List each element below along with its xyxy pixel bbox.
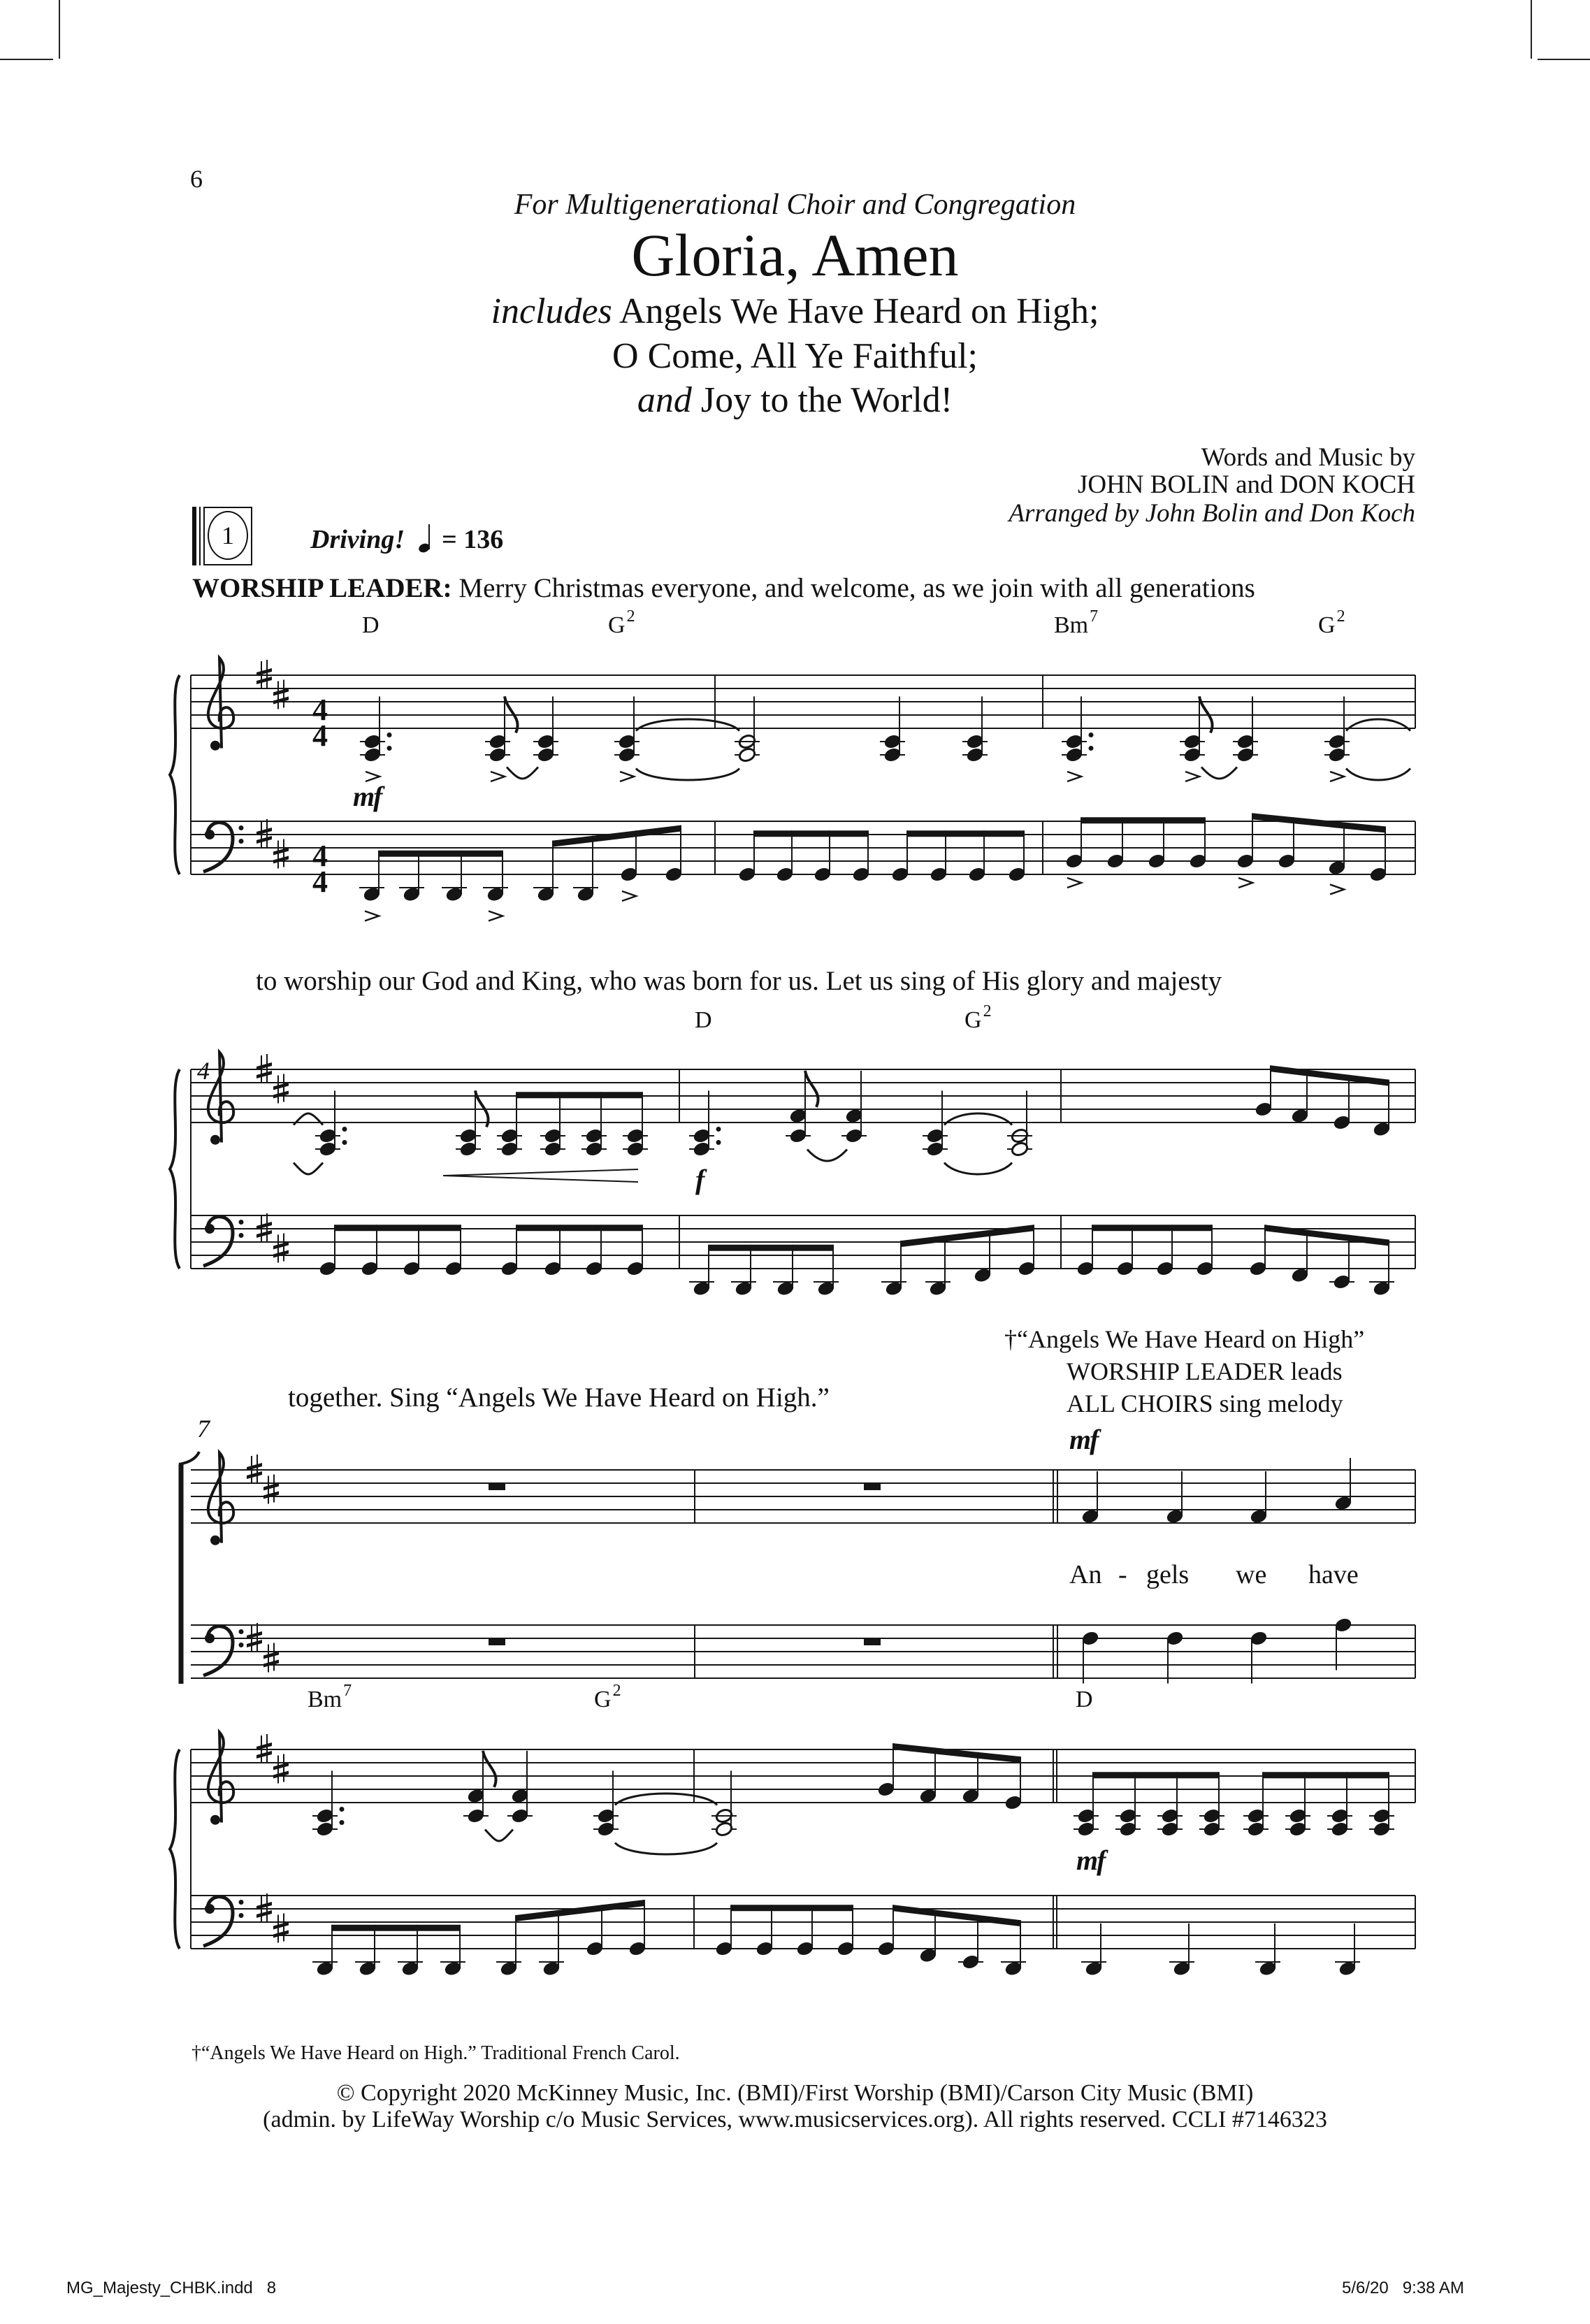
beam <box>893 1905 1020 1926</box>
credits-line-1: Words and Music by <box>1201 443 1415 472</box>
bass-clef-dot <box>239 1233 244 1238</box>
sharp-icon <box>273 848 289 856</box>
sharp-icon <box>273 1763 289 1770</box>
eighth-flag <box>483 1751 496 1787</box>
accent-mark <box>489 911 503 921</box>
time-signature-top: 4 <box>312 839 328 873</box>
augmentation-dot <box>340 1807 345 1812</box>
and-prefix: and <box>637 380 692 420</box>
whole-rest <box>489 1483 505 1490</box>
tie <box>507 767 538 779</box>
sharp-icon <box>273 1083 289 1090</box>
sharp-icon <box>263 1483 279 1491</box>
bass-clef-dot <box>239 1643 244 1647</box>
chord-symbol: Bm$^7$ <box>1054 607 1099 638</box>
tie <box>294 1163 323 1175</box>
bass-clef-dot <box>205 830 215 839</box>
treble-clef-icon <box>208 1732 233 1822</box>
bass-clef-icon <box>203 1626 233 1676</box>
tie <box>615 1843 717 1855</box>
tie <box>1346 769 1410 781</box>
accent-mark <box>1238 878 1252 888</box>
beam <box>1263 1772 1389 1778</box>
choir-bracket-hook <box>179 1452 199 1464</box>
tie <box>1201 767 1237 779</box>
crop-mark <box>59 0 60 59</box>
melody-annotation-choirs: ALL CHOIRS sing melody <box>1067 1390 1343 1417</box>
chord-symbol: $G^2$ <box>964 1002 992 1033</box>
melody-annotation-title: †“Angels We Have Heard on High” <box>1004 1325 1365 1353</box>
beam <box>1081 817 1205 823</box>
augmentation-dot <box>1089 732 1094 737</box>
accent-mark <box>622 891 636 901</box>
treble-clef-tail <box>210 741 220 751</box>
eighth-flag <box>805 1071 818 1107</box>
composers: JOHN BOLIN and DON KOCH <box>1077 470 1415 499</box>
augmentation-dot <box>342 1127 347 1132</box>
beam <box>1093 1772 1219 1778</box>
augmentation-dot <box>1089 746 1094 751</box>
bass-clef-dot <box>239 1629 244 1634</box>
lyric-syllable: have <box>1308 1560 1359 1589</box>
lyric-syllable: we <box>1236 1560 1267 1589</box>
beam <box>379 851 503 857</box>
treble-clef-tail <box>210 1135 220 1145</box>
treble-clef-tail <box>210 1536 220 1545</box>
beam <box>1092 1225 1212 1231</box>
accent-mark <box>1330 772 1344 781</box>
narration-line-3: together. Sing “Angels We Have Heard on High.” <box>288 1383 830 1413</box>
beam <box>893 1743 1020 1763</box>
tie <box>1346 719 1410 731</box>
bass-clef-dot <box>205 1224 215 1234</box>
brace <box>170 675 180 874</box>
time-signature-top: 4 <box>312 693 328 727</box>
tempo-marking <box>310 524 503 553</box>
arranger: Arranged by John Bolin and Don Koch <box>1009 499 1415 528</box>
accent-mark <box>491 772 505 781</box>
beam <box>516 1092 642 1098</box>
rehearsal-number: 1 <box>208 511 248 560</box>
narration-line-2: to worship our God and King, who was born for us. Let us sing of His glory and majesty <box>256 966 1222 996</box>
accent-mark <box>365 911 379 921</box>
chord-symbol: $G^2$ <box>1318 607 1345 638</box>
augmentation-dot <box>716 1127 721 1132</box>
whole-rest <box>864 1638 881 1645</box>
lyric-syllable: An <box>1069 1560 1102 1589</box>
sharp-icon <box>263 1652 279 1659</box>
tie <box>944 1163 1012 1175</box>
melody-annotation-leader: WORSHIP LEADER leads <box>1067 1357 1343 1385</box>
sharp-icon <box>247 1640 262 1647</box>
brace <box>170 1069 180 1269</box>
included-song-2: O Come, All Ye Faithful; <box>612 336 978 376</box>
sharp-icon <box>273 1091 289 1099</box>
sharp-icon <box>273 856 289 864</box>
beam <box>709 1245 833 1251</box>
tie <box>485 1830 513 1842</box>
dynamic-mf: mf <box>1069 1424 1098 1455</box>
includes-line-1 <box>0 291 1590 331</box>
crop-mark <box>1531 0 1532 59</box>
accent-mark <box>366 772 380 781</box>
accent-mark <box>1185 772 1199 781</box>
repeat-bar <box>192 507 196 565</box>
copyright-line-2: (admin. by LifeWay Worship c/o Music Services, www.musicservices.org). All rights reserved. CCLI #7146323 <box>263 2107 1327 2132</box>
included-song-3: Joy to the World! <box>700 380 953 420</box>
rehearsal-mark <box>192 507 252 565</box>
measure-number: 7 <box>197 1415 210 1443</box>
sharp-icon <box>256 677 272 684</box>
beam <box>553 825 681 847</box>
chord-symbol: $G^2$ <box>608 607 635 638</box>
beam <box>754 830 868 837</box>
slug-date: 5/6/20 9:38 AM <box>1342 2279 1464 2297</box>
chord-symbol: Bm$^7$ <box>308 1682 352 1712</box>
tie <box>636 769 739 781</box>
crop-mark <box>0 59 53 60</box>
bass-clef-dot <box>239 1900 244 1905</box>
beam <box>907 830 1024 837</box>
speaker-label: WORSHIP LEADER: <box>192 573 452 603</box>
footnote: †“Angels We Have Heard on High.” Traditional French Carol. <box>191 2042 680 2064</box>
beam <box>332 1925 460 1931</box>
augmentation-dot <box>387 732 392 737</box>
crescendo-hairpin <box>443 1169 638 1182</box>
accent-mark <box>620 772 634 781</box>
includes-line-3 <box>0 382 1590 419</box>
accent-mark <box>1330 885 1344 895</box>
sharp-icon <box>273 1771 289 1779</box>
dynamic-f: f <box>695 1164 704 1195</box>
treble-clef-icon <box>208 1052 233 1142</box>
bass-clef-icon <box>203 823 233 872</box>
chord-symbol: D <box>1076 1687 1093 1712</box>
repeat-bar-thin <box>199 507 201 565</box>
sharp-icon <box>273 1242 289 1250</box>
sharp-icon <box>256 1751 272 1759</box>
chord-symbol: $G^2$ <box>594 1682 621 1712</box>
sharp-icon <box>273 1930 289 1938</box>
augmentation-dot <box>342 1140 347 1145</box>
sharp-icon <box>273 1250 289 1258</box>
bass-clef-dot <box>239 1913 244 1918</box>
sharp-icon <box>273 688 289 696</box>
slug-file: MG_Majesty_CHBK.indd 8 <box>66 2279 277 2297</box>
subtitle: For Multigenerational Choir and Congregation <box>514 189 1076 221</box>
bass-clef-dot <box>239 1220 244 1225</box>
sharp-icon <box>247 1471 262 1479</box>
treble-clef-icon <box>208 658 233 748</box>
time-signature-bottom: 4 <box>312 719 328 753</box>
beam <box>1252 813 1385 832</box>
beam <box>1265 1225 1389 1246</box>
beam <box>731 1905 853 1911</box>
narration-line-1 <box>192 575 1255 602</box>
bass-clef-icon <box>203 1217 233 1266</box>
bass-clef-dot <box>205 1904 215 1914</box>
crop-mark <box>1538 59 1590 60</box>
page-title: Gloria, Amen <box>631 222 959 289</box>
treble-clef-tail <box>210 1815 220 1825</box>
accent-mark <box>1067 878 1081 888</box>
beam <box>335 1225 461 1231</box>
sharp-icon <box>263 1492 279 1499</box>
measure-number: 4 <box>197 1057 210 1085</box>
tie <box>944 1113 1012 1125</box>
bass-clef-dot <box>205 1633 215 1643</box>
tie <box>294 1113 323 1125</box>
page-number: 6 <box>190 165 203 193</box>
time-signature-bottom: 4 <box>312 865 328 899</box>
quarter-note-icon <box>419 524 431 552</box>
augmentation-dot <box>716 1140 721 1145</box>
sharp-icon <box>273 1922 289 1930</box>
bass-clef-dot <box>239 839 244 844</box>
included-song-1: Angels We Have Heard on High; <box>619 291 1099 331</box>
augmentation-dot <box>340 1820 345 1825</box>
chord-symbol: D <box>362 612 380 638</box>
bass-clef-dot <box>239 825 244 830</box>
treble-clef-icon <box>208 1452 233 1543</box>
tempo-bpm: = 136 <box>442 525 504 554</box>
accent-mark <box>1067 772 1081 781</box>
tie <box>615 1793 717 1805</box>
sharp-icon <box>256 1910 272 1918</box>
brace <box>170 1749 180 1949</box>
copyright-line-1: © Copyright 2020 McKinney Music, Inc. (BMI)/First Worship (BMI)/Carson City Music (BMI) <box>336 2080 1254 2106</box>
whole-rest <box>489 1638 505 1645</box>
sharp-icon <box>256 1071 272 1078</box>
lyric-syllable: gels <box>1146 1560 1190 1589</box>
beam <box>516 1225 642 1231</box>
sharp-icon <box>263 1660 279 1668</box>
dynamic-mf: mf <box>353 781 382 812</box>
bass-clef-icon <box>203 1897 233 1947</box>
sharp-icon <box>273 697 289 705</box>
beam <box>516 1900 644 1921</box>
chord-symbol: D <box>695 1007 712 1033</box>
dynamic-mf: mf <box>1076 1845 1105 1876</box>
includes-prefix: includes <box>491 291 612 331</box>
lyric-hyphen: - <box>1118 1560 1127 1589</box>
narration-text: Merry Christmas everyone, and welcome, as we join with all generations <box>458 573 1255 603</box>
whole-rest <box>864 1483 881 1490</box>
sharp-icon <box>256 1230 272 1238</box>
tempo-text: Driving! <box>310 525 405 554</box>
sharp-icon <box>256 836 272 844</box>
tie <box>807 1150 847 1162</box>
tie <box>636 719 739 731</box>
augmentation-dot <box>387 746 392 751</box>
